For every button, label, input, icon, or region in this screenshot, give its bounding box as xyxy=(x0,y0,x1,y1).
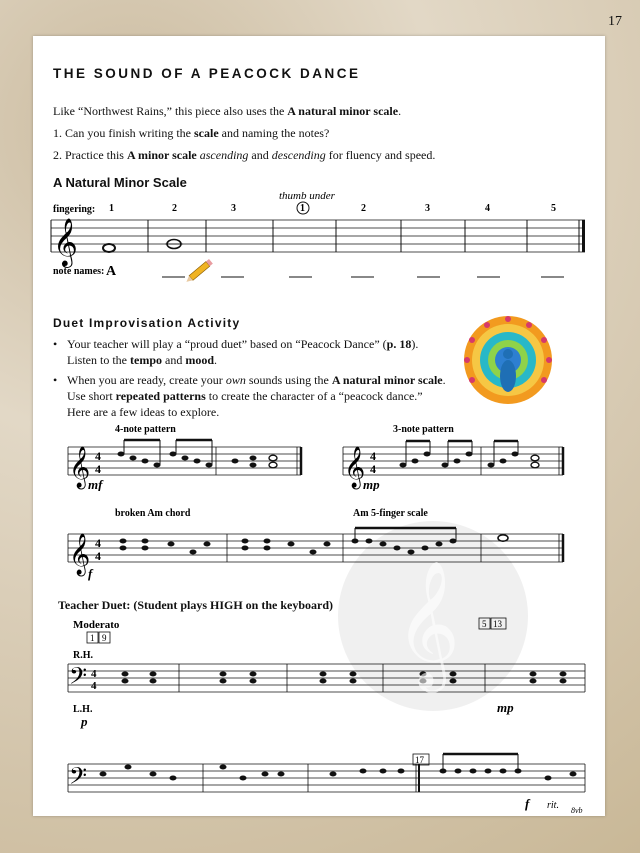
time-sig-bottom: 4 xyxy=(91,680,97,692)
note-names-label: note names: xyxy=(53,266,105,277)
q2-ascending: ascending xyxy=(199,148,249,162)
intro-scale-name: A natural minor scale xyxy=(287,104,399,118)
rh-label: R.H. xyxy=(73,650,93,661)
fingering-1: 1 xyxy=(109,203,114,214)
bullet-dot: • xyxy=(53,337,58,351)
b1-period: . xyxy=(214,353,217,367)
time-sig-top: 4 xyxy=(370,449,376,463)
bullet-text xyxy=(67,372,483,420)
bass-clef-icon: 𝄢 xyxy=(69,664,88,695)
duet-heading: Duet Improvisation Activity xyxy=(53,316,241,330)
bullet-dot: • xyxy=(53,373,58,387)
b1-and: and xyxy=(162,353,186,367)
b2-ideas: Here are a few ideas to explore. xyxy=(67,405,220,419)
fingering-3: 3 xyxy=(231,203,236,214)
peacock-illustration xyxy=(458,310,558,406)
q1-bold: scale xyxy=(194,126,219,140)
q1-text-end: and naming the notes? xyxy=(218,126,330,140)
time-sig-top: 4 xyxy=(91,668,97,680)
staff-lines xyxy=(68,764,585,792)
dynamic-f: f xyxy=(88,566,93,581)
b2-period: . xyxy=(442,373,446,387)
workbook-page xyxy=(33,36,605,816)
treble-clef-icon: 𝄞 xyxy=(344,447,366,487)
thumb-under-label: thumb under xyxy=(279,190,335,202)
fingering-5: 2 xyxy=(361,203,366,214)
lh-label: L.H. xyxy=(73,704,93,715)
time-sig-top: 4 xyxy=(95,536,101,550)
teacher-duet-heading: Teacher Duet: (Student plays HIGH on the keyboard) xyxy=(58,598,334,612)
q2-bold: A minor scale xyxy=(126,148,197,162)
b1-page-ref: p. 18 xyxy=(386,337,412,351)
note-name-a: A xyxy=(106,264,117,279)
measure-number: 5 xyxy=(482,619,487,629)
scale-staff xyxy=(33,186,605,291)
page-number: 17 xyxy=(608,14,622,29)
b2-scale: A natural minor scale xyxy=(331,373,443,387)
b2-text: When you are ready, create your xyxy=(67,373,226,387)
time-sig-top: 4 xyxy=(95,449,101,463)
fingering-6: 3 xyxy=(425,203,430,214)
broken-chord-label: broken Am chord xyxy=(115,508,191,519)
duet-bullet-1 xyxy=(53,336,473,368)
b2-character: to create the character of a “peacock dance.” xyxy=(205,389,423,403)
dynamic-f: f xyxy=(525,796,530,811)
q1-text: 1. Can you finish writing the xyxy=(53,126,194,140)
intro-line xyxy=(53,104,401,119)
b1-close: ). xyxy=(411,337,419,351)
q2-text-end: for fluency and speed. xyxy=(325,148,436,162)
whole-note-a xyxy=(103,244,115,252)
measure-number: 1 xyxy=(90,633,95,643)
peacock-head xyxy=(503,349,513,359)
b2-own: own xyxy=(225,373,246,387)
intro-text: Like “Northwest Rains,” this piece also uses the xyxy=(53,104,288,118)
question-2 xyxy=(53,148,435,163)
measure-number: 13 xyxy=(493,619,502,629)
b1-tempo: tempo xyxy=(130,353,162,367)
q2-descending: descending xyxy=(271,148,326,162)
fingering-4: 1 xyxy=(300,203,305,214)
b1-text: Your teacher will play a “proud duet” based on “Peacock Dance” ( xyxy=(67,337,387,351)
bass-clef-icon: 𝄢 xyxy=(69,764,88,795)
fingering-8: 5 xyxy=(551,203,556,214)
time-sig-bottom: 4 xyxy=(95,462,101,476)
b2-patterns: repeated patterns xyxy=(115,389,206,403)
treble-clef-icon: 𝄞 xyxy=(69,534,91,574)
dynamic-mp: mp xyxy=(363,477,380,491)
b2-use: Use short xyxy=(67,389,116,403)
half-note xyxy=(269,462,277,468)
fingering-label: fingering: xyxy=(53,204,96,215)
half-note xyxy=(531,455,539,461)
b2-using: sounds using the xyxy=(245,373,332,387)
b1-listen: Listen to the xyxy=(67,353,130,367)
question-1 xyxy=(53,126,329,141)
fingering-2: 2 xyxy=(172,203,177,214)
q2-and: and xyxy=(248,148,272,162)
scale-heading: A Natural Minor Scale xyxy=(53,175,187,190)
measure-number: 17 xyxy=(415,755,424,765)
half-note xyxy=(269,455,277,461)
time-sig-bottom: 4 xyxy=(370,462,376,476)
dynamic-mp: mp xyxy=(497,700,514,715)
tempo-marking: Moderato xyxy=(73,619,120,631)
measure-number: 9 xyxy=(102,633,107,643)
q2-text: 2. Practice this xyxy=(53,148,127,162)
duet-bullet-2 xyxy=(53,372,483,420)
time-sig-bottom: 4 xyxy=(95,549,101,563)
dynamic-p: p xyxy=(81,714,88,729)
bullet-text xyxy=(67,336,473,368)
watermark-logo xyxy=(333,516,533,716)
four-note-label: 4-note pattern xyxy=(115,424,176,435)
treble-clef-icon: 𝄞 xyxy=(395,563,461,685)
page-title: THE SOUND OF A PEACOCK DANCE xyxy=(53,66,361,81)
fingering-7: 4 xyxy=(485,203,490,214)
five-finger-label: Am 5-finger scale xyxy=(353,508,428,519)
staff-lines xyxy=(51,220,585,252)
treble-clef-icon: 𝄞 xyxy=(53,220,78,266)
three-note-label: 3-note pattern xyxy=(393,424,454,435)
peacock-body xyxy=(500,360,516,392)
b1-mood: mood xyxy=(185,353,214,367)
half-note xyxy=(531,462,539,468)
ottava-marking: 8vb xyxy=(571,806,583,814)
ritardando: rit. xyxy=(547,800,559,811)
note-beams xyxy=(443,754,518,771)
pencil-icon xyxy=(184,259,212,284)
treble-clef-icon: 𝄞 xyxy=(69,447,91,487)
pattern-staves-row-1 xyxy=(33,421,605,491)
dynamic-mf: mf xyxy=(88,477,103,491)
intro-period: . xyxy=(398,104,402,118)
final-barline xyxy=(582,220,585,252)
